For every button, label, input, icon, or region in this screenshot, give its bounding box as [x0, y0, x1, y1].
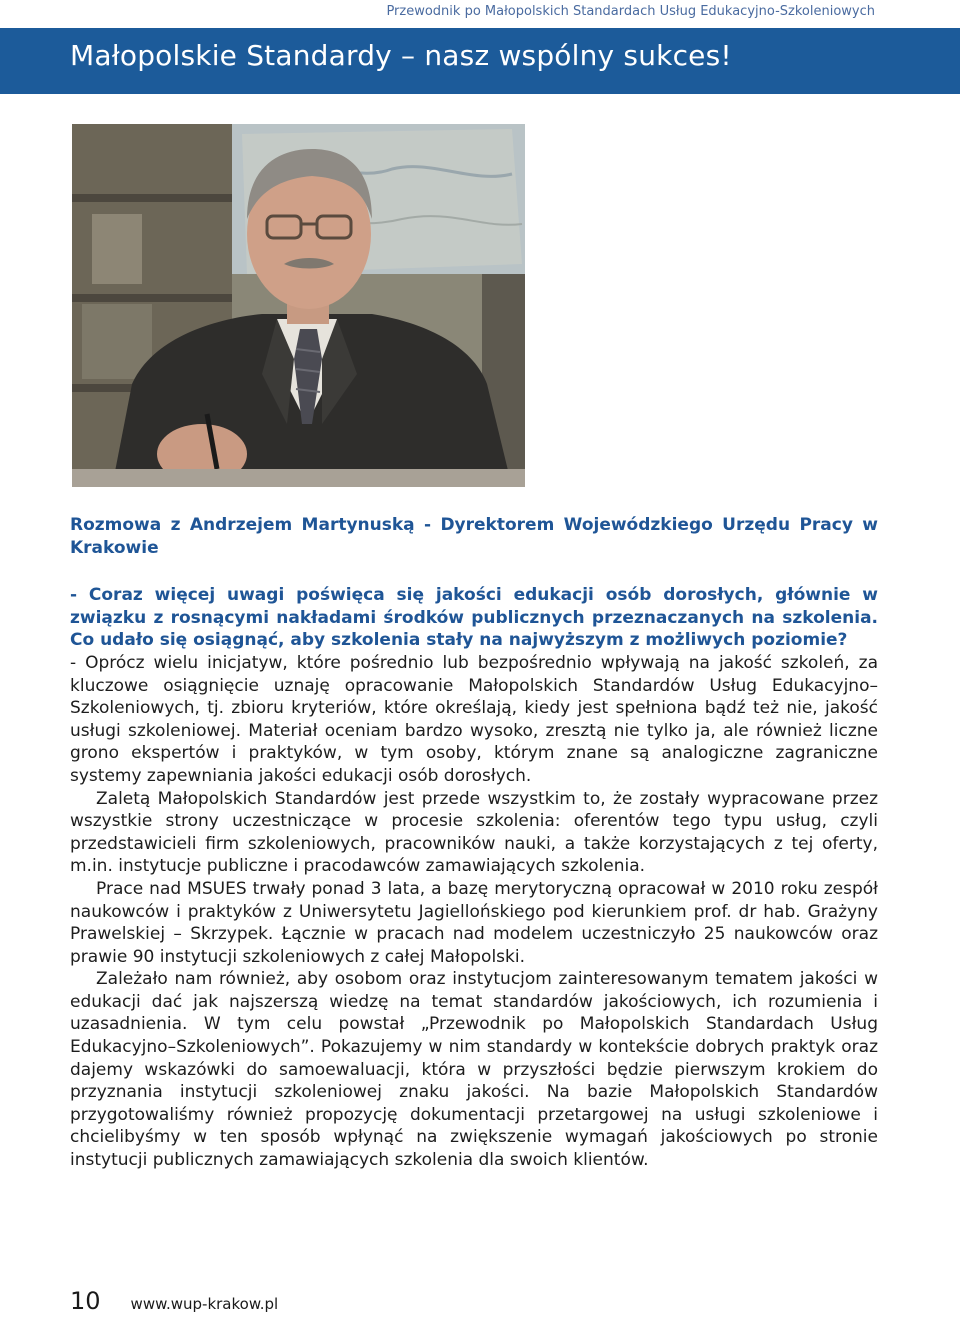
article-body — [70, 514, 878, 1172]
answer-paragraph-3: Prace nad MSUES trwały ponad 3 lata, a bazę merytoryczną opracował w 2010 roku zespół naukowców i praktyków z Uniwersytetu Jagiellońskiego pod kierunkiem prof. dr hab. Grażyny Prawelskiej – Skrzypek. Łącznie w pracach nad modelem uczestniczyło 25 naukowców oraz prawie 90 instytucji szkoleniowych z całej Małopolski. — [70, 878, 878, 967]
answer-paragraph-2: Zaletą Małopolskich Standardów jest przede wszystkim to, że zostały wypracowane przez wszystkie strony uczestniczące w procesie szkolenia: oferentów tego typu usług, czyli przedstawicieli firm szkoleniowych, pracowników nauki, a także korzystających z tej oferty, m.in. instytucje publiczne i pracodawców zamawiających szkolenia. — [70, 788, 878, 877]
interview-intro: Rozmowa z Andrzejem Martynuską - Dyrektorem Wojewódzkiego Urzędu Pracy w Krakowie — [70, 515, 878, 558]
page-number: 10 — [70, 1287, 101, 1315]
website-url: www.wup-krakow.pl — [130, 1295, 279, 1313]
answer-paragraph-4: Zależało nam również, aby osobom oraz instytucjom zainteresowanym tematem jakości w edukacji dać jak najszerszą wiedzę na temat standardów jakościowych, ich rozumienia i uzasadnienia. W tym celu powstał „Przewodnik po Małopolskich Standardach Usług Edukacyjno–Szkoleniowych”. Pokazujemy w nim standardy w kontekście dobrych praktyk oraz dajemy wskazówki do samoewaluacji, która w przyszłości będzie pierwszym krokiem do przyznania instytucji szkoleniowej znaku jakości. Na bazie Małopolskich Standardów przygotowaliśmy również propozycję dokumentacji przetargowej na usługi szkoleniowe i chcielibyśmy w ten sposób wpłynąć na zwiększenie wymagań jakościowych po stronie instytucji publicznych zamawiających szkolenia dla swoich klientów. — [70, 969, 878, 1171]
answer-paragraph-1: - Oprócz wielu inicjatyw, które pośrednio lub bezpośrednio wpływają na jakość szkoleń, za kluczowe osiągnięcie uznaję opracowanie Małopolskich Standardów Usług Edukacyjno–Szkoleniowych, tj. zbioru kryteriów, które określają, kiedy jest spełniona bądź też nie, jakość usługi szkoleniowej. Materiał oceniam bardzo wysoko, zresztą nie tylko ja, ale również liczne grono ekspertów i praktyków, w tym osoby, którym znane są analogiczne zagraniczne systemy zapewniania jakości edukacji osób dorosłych. — [70, 652, 878, 786]
portrait-illustration — [72, 124, 525, 487]
page-footer — [70, 1287, 278, 1317]
interview-question: - Coraz więcej uwagi poświęca się jakości edukacji osób dorosłych, głównie w związku z rosnącymi nakładami środków publicznych przeznaczanych na szkolenia. Co udało się osiągnąć, aby szkolenia stały na najwyższym z możliwych poziomie? — [70, 585, 878, 651]
section-title: Małopolskie Standardy – nasz wspólny sukces! — [70, 39, 732, 72]
running-header: Przewodnik po Małopolskich Standardach Usług Edukacyjno-Szkoleniowych — [386, 4, 875, 19]
section-title-bar — [0, 28, 960, 94]
director-portrait-photo — [72, 124, 525, 487]
